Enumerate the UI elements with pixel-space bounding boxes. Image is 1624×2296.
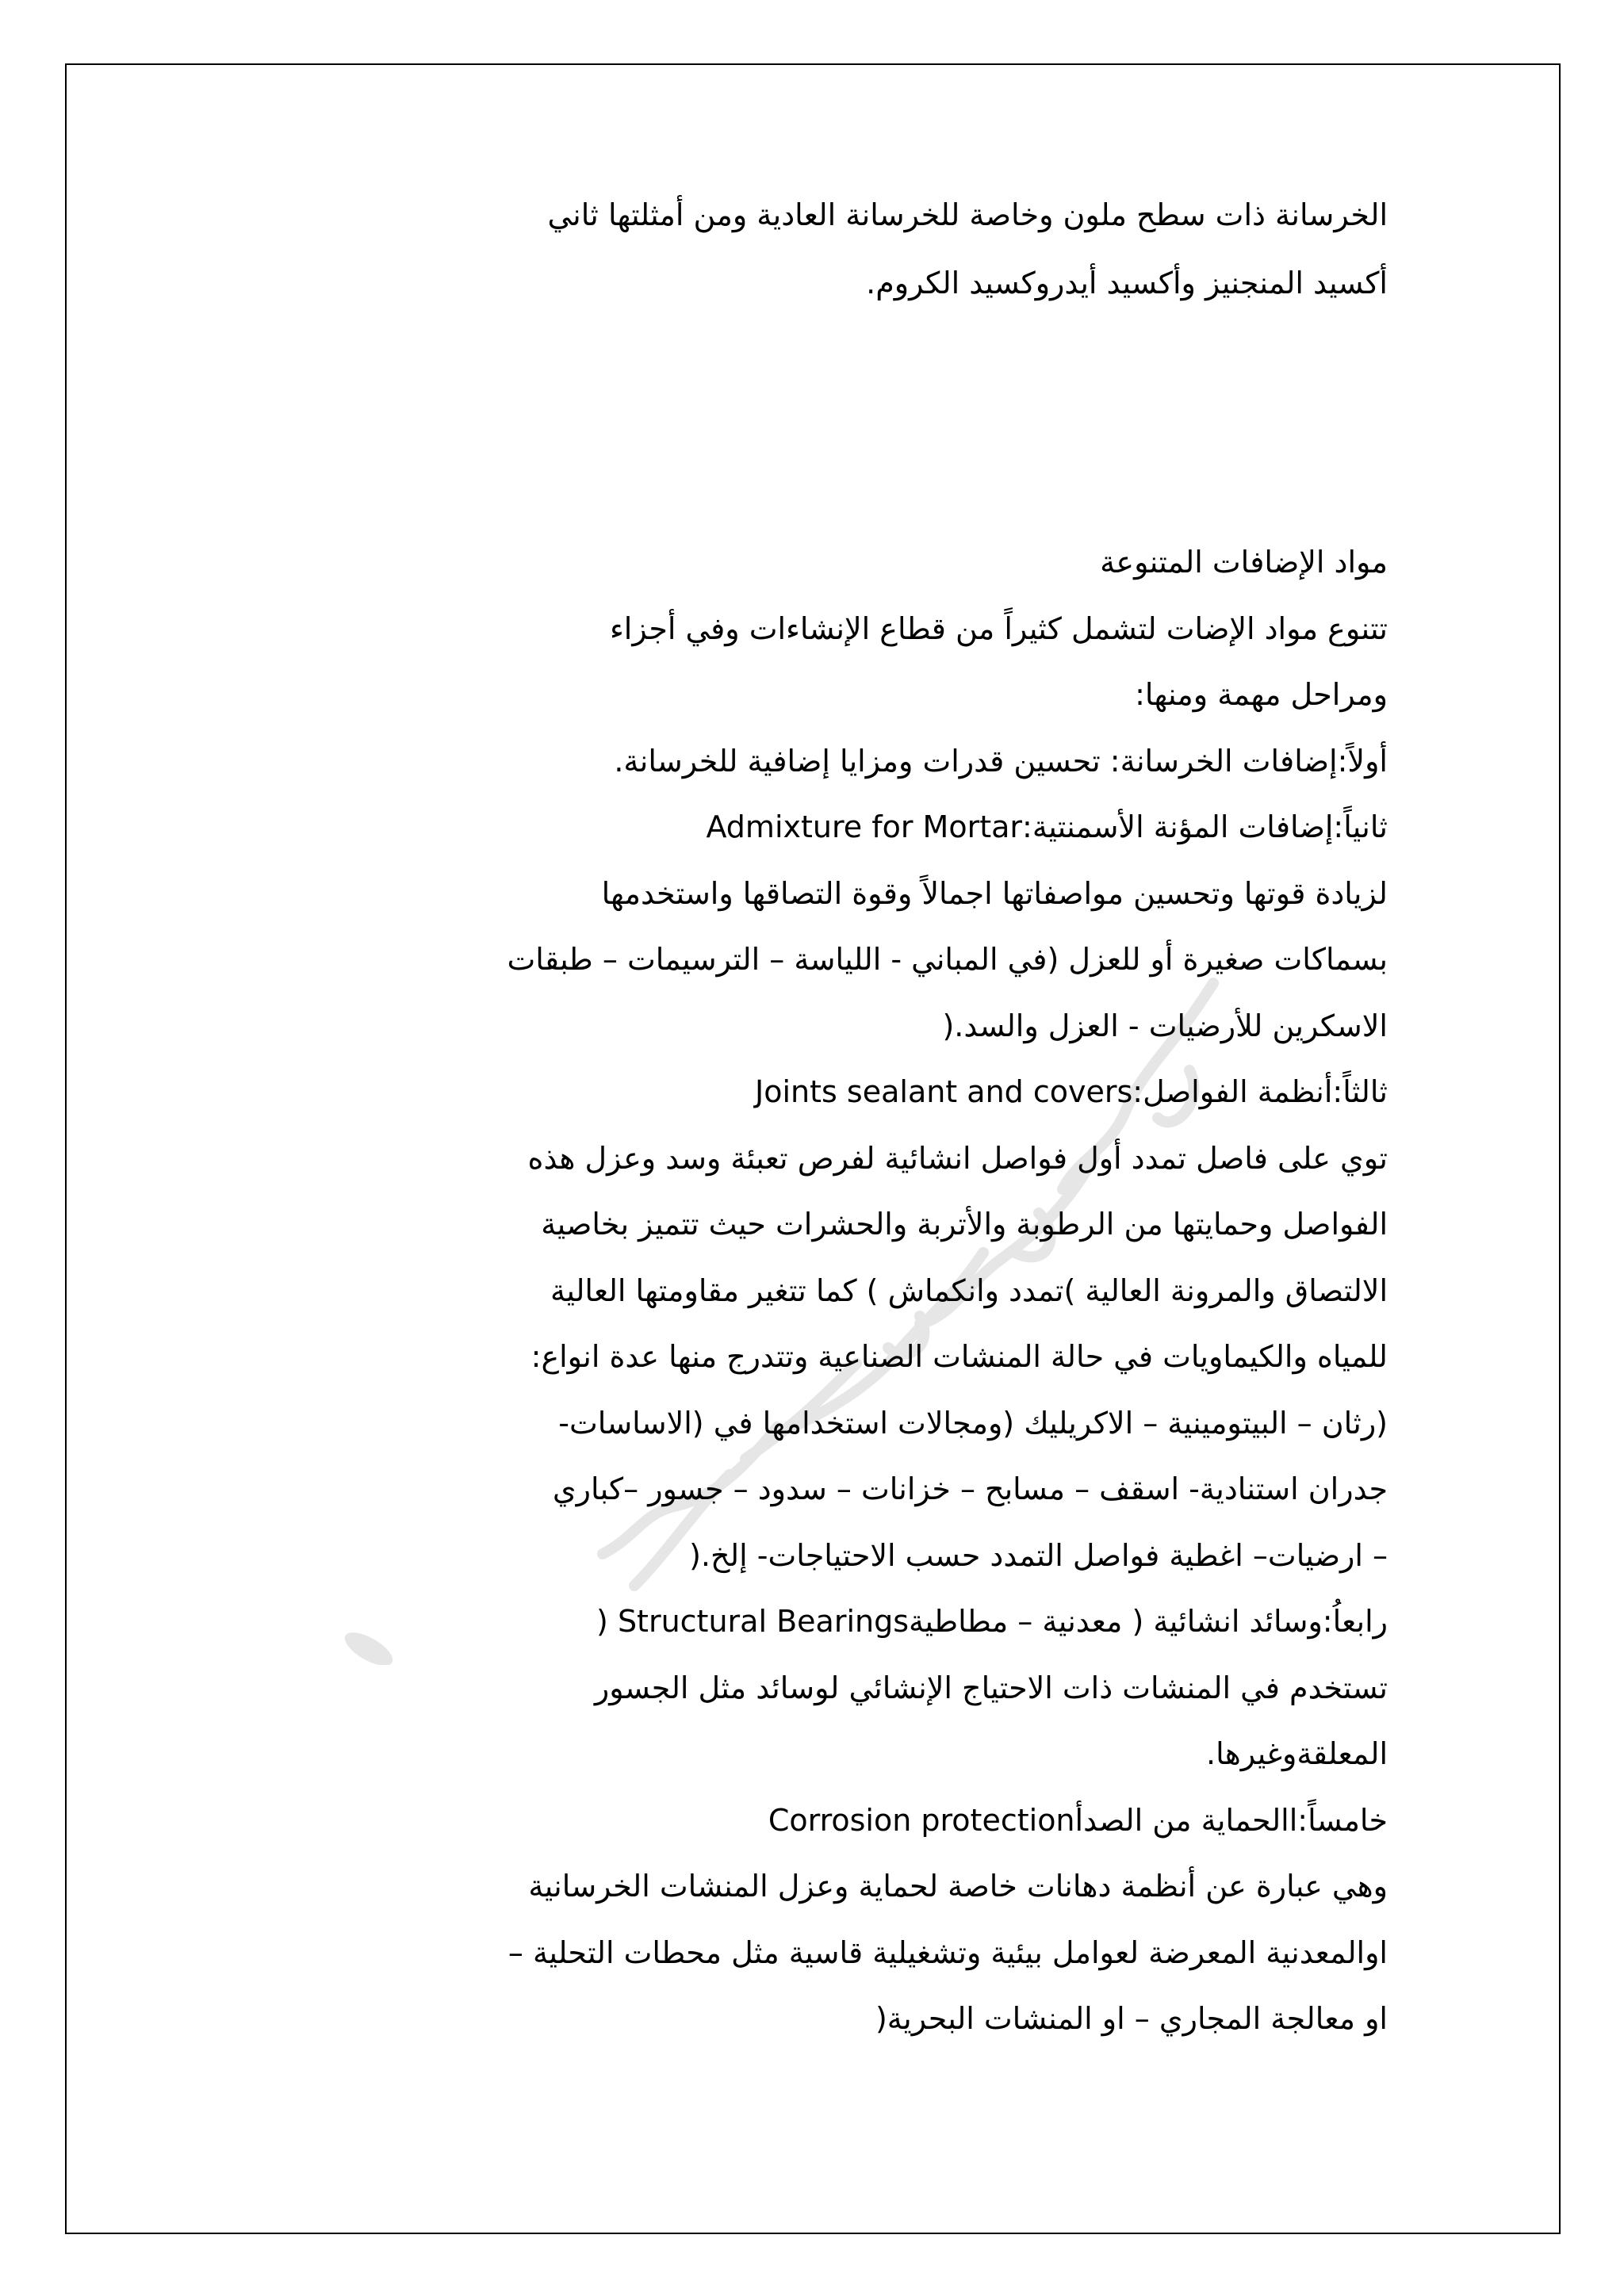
body-line: لزيادة قوتها وتحسين مواصفاتها اجمالاً وقوة التصاقها واستخدمها [601,875,1388,911]
item-fourth-heading: رابعاُ:وسائد انشائية ( معدنية – مطاطيةStructural Bearings ( [596,1604,1388,1639]
body-line: اوالمعدنية المعرضة لعوامل بيئية وتشغيلية قاسية مثل محطات التحلية – [508,1934,1388,1970]
body-line: ومراحل مهمة ومنها: [1135,677,1388,712]
intro-line-1: الخرسانة ذات سطح ملون وخاصة للخرسانة العادية ومن أمثلتها ثاني [547,197,1388,232]
body-line: الفواصل وحمايتها من الرطوبة والأتربة والحشرات حيث تتميز بخاصية [541,1207,1388,1242]
item-third-heading: ثالثاً:أنظمة الفواصل:Joints sealant and covers [755,1074,1388,1109]
section-heading: مواد الإضافات المتنوعة [1100,545,1388,580]
body-line: المعلقةوغيرها. [1206,1736,1388,1771]
item-fifth-heading: خامساً:االحماية من الصدأCorrosion protection [768,1802,1388,1838]
body-line: الاسكرين للأرضيات - العزل والسد.( [942,1008,1388,1043]
body-line: بسماكات صغيرة أو للعزل (في المباني - اللياسة – الترسيمات – طبقات [507,942,1388,977]
intro-paragraph [262,181,1388,317]
body-line: توي على فاصل تمدد أول فواصل انشائية لفرص تعبئة وسد وعزل هذه [527,1140,1388,1176]
body-line: – ارضيات– اغطية فواصل التمدد حسب الاحتياجات- إلخ.( [689,1537,1388,1573]
intro-line-2: أكسيد المنجنيز وأكسيد أيدروكسيد الكروم. [866,266,1388,300]
body-line: تستخدم في المنشات ذات الاحتياج الإنشائي لوسائد مثل الجسور [594,1670,1388,1705]
body-line: او معالجة المجاري – او المنشات البحرية( [875,2001,1388,2036]
body-line: الالتصاق والمرونة العالية )تمدد وانكماش ) كما تتغير مقاومتها العالية [550,1272,1388,1308]
admixtures-section [262,530,1388,2053]
item-second-heading: ثانياً:إضافات المؤنة الأسمنتية:Admixture for Mortar [706,809,1388,844]
body-line: جدران استنادية- اسقف – مسابح – خزانات – سدود – جسور –كباري [552,1471,1388,1506]
item-first-heading: أولاً:إضافات الخرسانة: تحسين قدرات ومزايا إضافية للخرسانة. [614,743,1388,779]
body-line: (رثان – البيتومينية – الاكريليك (ومجالات استخدامها في (الاساسات- [558,1405,1388,1441]
body-line: وهي عبارة عن أنظمة دهانات خاصة لحماية وعزل المنشات الخرسانية [528,1869,1388,1904]
body-line: تتنوع مواد الإضات لتشمل كثيراً من قطاع الإنشاءات وفي أجزاء [609,610,1388,646]
body-line: للمياه والكيماويات في حالة المنشات الصناعية وتتدرج منها عدة انواع: [530,1339,1388,1374]
